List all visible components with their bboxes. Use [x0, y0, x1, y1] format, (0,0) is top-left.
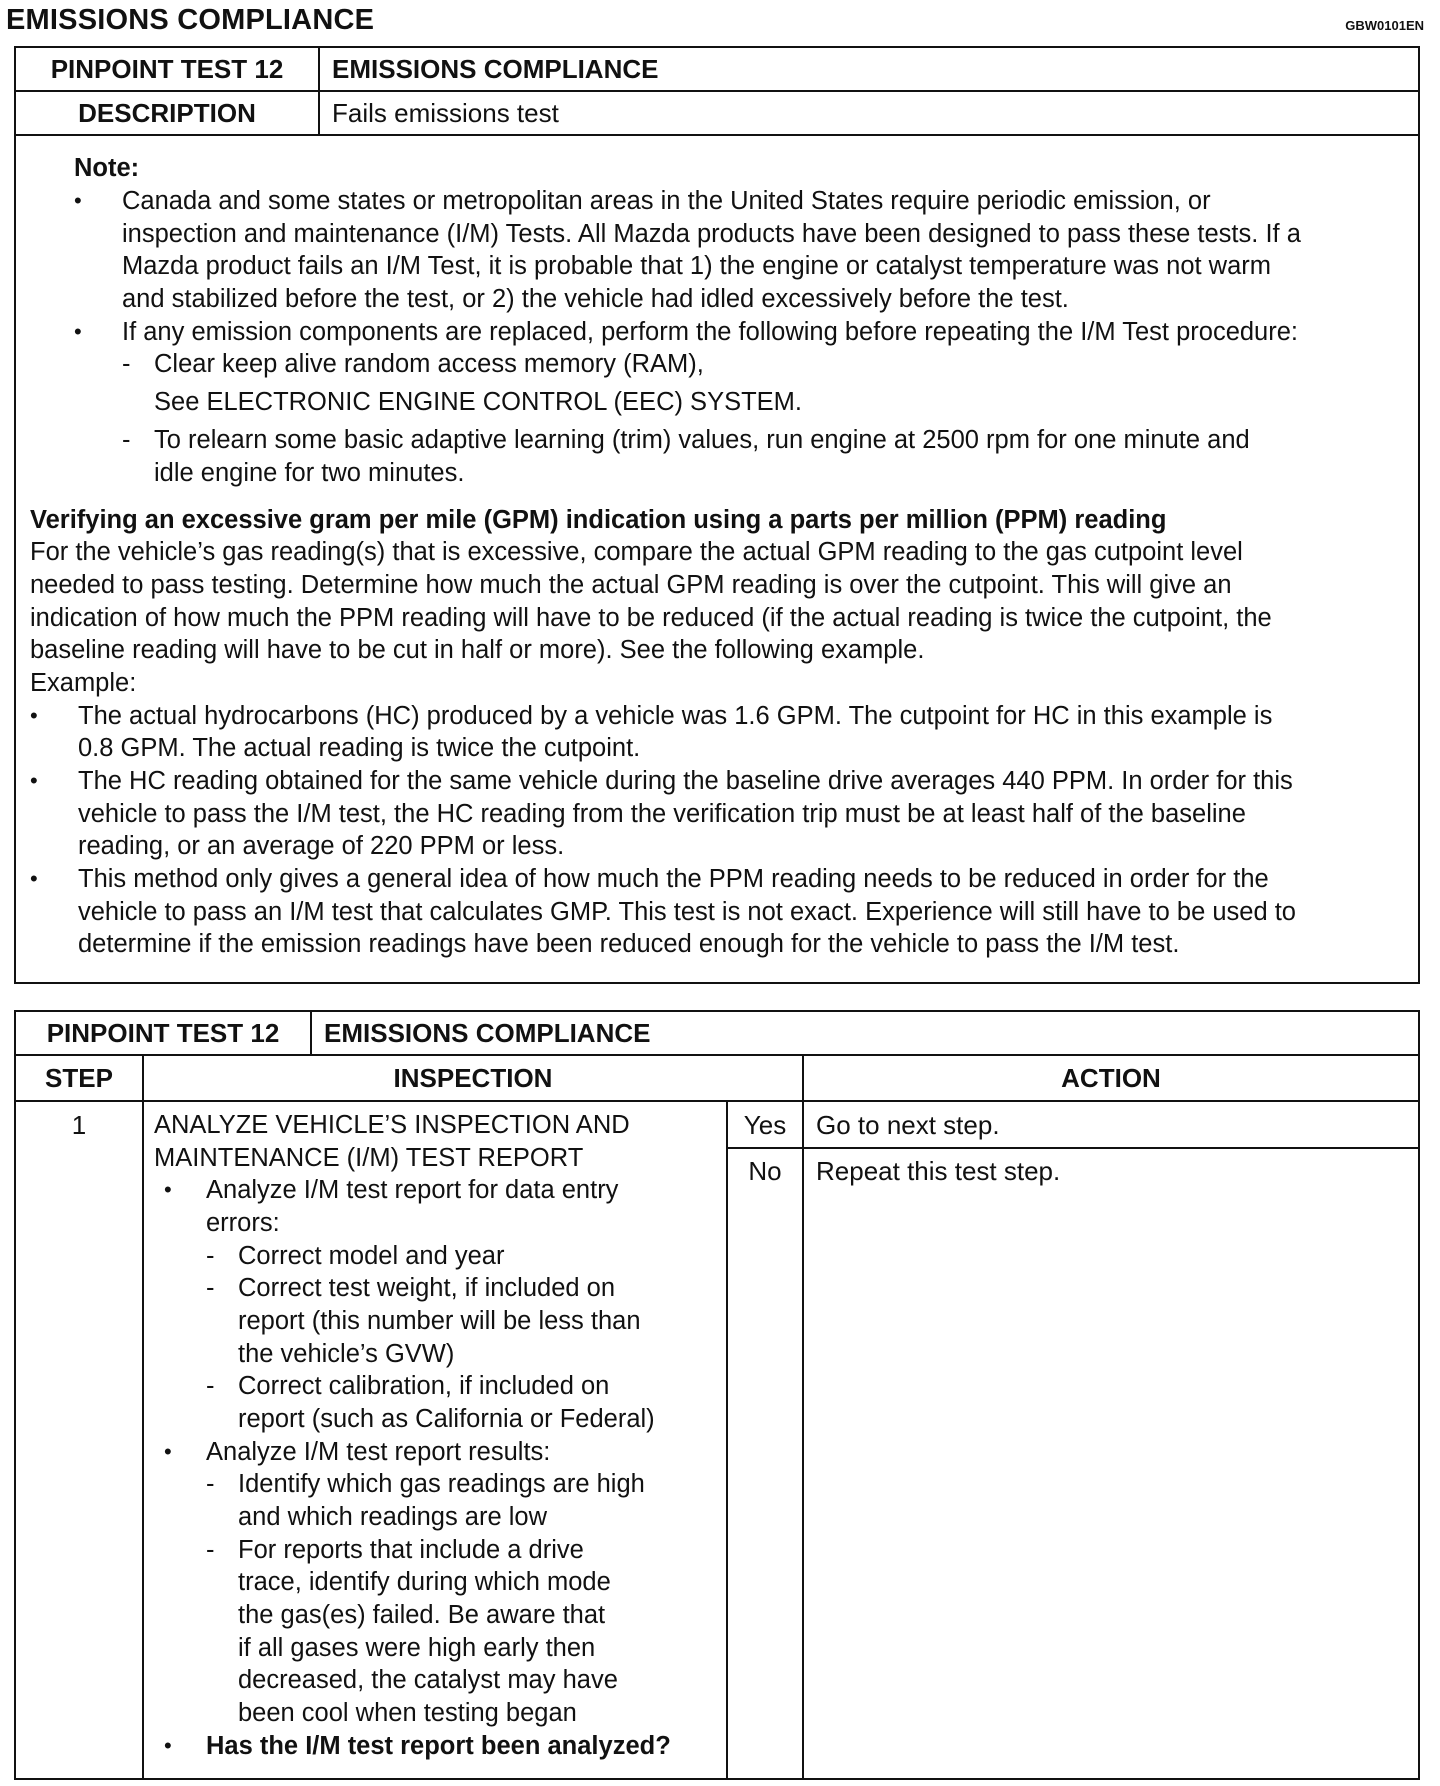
dash-mark: -: [206, 1536, 215, 1564]
pinpoint-test-title: EMISSIONS COMPLIANCE: [332, 54, 659, 84]
inspection-line: if all gases were high early then: [238, 1634, 596, 1662]
pinpoint-test-title: EMISSIONS COMPLIANCE: [324, 1018, 651, 1048]
description-value: Fails emissions test: [332, 98, 559, 128]
example-line: reading, or an average of 220 PPM or less.: [78, 832, 565, 860]
answer-yes: Yes: [743, 1110, 787, 1140]
bullet-mark: •: [30, 703, 38, 728]
note-line: and stabilized before the test, or 2) the vehicle had idled excessively before the test.: [122, 285, 1069, 313]
bullet-mark: •: [74, 188, 82, 213]
column-divider: [318, 48, 320, 134]
verify-line: needed to pass testing. Determine how much the actual GPM reading is over the cutpoint. This will give an: [30, 571, 1232, 599]
example-line: This method only gives a general idea of how much the PPM reading needs to be reduced in order for the: [78, 865, 1269, 893]
dash-mark: -: [206, 1470, 215, 1498]
bullet-mark: •: [30, 866, 38, 891]
verify-line: baseline reading will have to be cut in half or more). See the following example.: [30, 636, 925, 664]
document-header: [4, 2, 1424, 42]
dash-mark: -: [122, 426, 131, 454]
inspection-line: report (this number will be less than: [238, 1307, 641, 1335]
inspection-line: the gas(es) failed. Be aware that: [238, 1601, 606, 1629]
row-divider: [16, 1054, 1418, 1056]
bullet-mark: •: [74, 319, 82, 344]
inspection-line: been cool when testing began: [238, 1699, 577, 1727]
inspection-line: Analyze I/M test report results:: [206, 1438, 551, 1466]
inspection-line: trace, identify during which mode: [238, 1568, 611, 1596]
inspection-table: [14, 1010, 1420, 1780]
row-divider: [16, 1100, 1418, 1102]
note-line: See ELECTRONIC ENGINE CONTROL (EEC) SYSTEM.: [154, 388, 802, 416]
inspection-line: the vehicle’s GVW): [238, 1340, 455, 1368]
bullet-mark: •: [164, 1177, 172, 1202]
bullet-mark: •: [164, 1439, 172, 1464]
note-heading: Note:: [74, 154, 140, 182]
example-line: vehicle to pass the I/M test, the HC reading from the verification trip must be at least half of the baseline: [78, 800, 1246, 828]
dash-mark: -: [206, 1372, 215, 1400]
note-line: Clear keep alive random access memory (RAM),: [154, 350, 704, 378]
action-header: ACTION: [1061, 1063, 1161, 1093]
verify-line: For the vehicle’s gas reading(s) that is excessive, compare the actual GPM reading to the gas cutpoint level: [30, 538, 1243, 566]
note-line: inspection and maintenance (I/M) Tests. All Mazda products have been designed to pass these tests. If a: [122, 220, 1301, 248]
example-label: Example:: [30, 669, 137, 697]
inspection-line: decreased, the catalyst may have: [238, 1666, 618, 1694]
bullet-mark: •: [164, 1733, 172, 1758]
inspection-line: Correct calibration, if included on: [238, 1372, 610, 1400]
column-divider: [726, 1100, 728, 1778]
note-line: If any emission components are replaced, perform the following before repeating the I/M Test procedure:: [122, 318, 1299, 346]
note-line: To relearn some basic adaptive learning (trim) values, run engine at 2500 rpm for one minute and: [154, 426, 1250, 454]
note-line: Mazda product fails an I/M Test, it is probable that 1) the engine or catalyst temperature was not warm: [122, 252, 1272, 280]
example-line: The actual hydrocarbons (HC) produced by a vehicle was 1.6 GPM. The cutpoint for HC in this example is: [78, 702, 1273, 730]
pinpoint-test-label: PINPOINT TEST 12: [46, 1018, 280, 1048]
note-line: Canada and some states or metropolitan areas in the United States require periodic emission, or: [122, 187, 1211, 215]
dash-mark: -: [122, 350, 131, 378]
inspection-line: Correct test weight, if included on: [238, 1274, 616, 1302]
inspection-line: MAINTENANCE (I/M) TEST REPORT: [154, 1144, 584, 1172]
example-line: vehicle to pass an I/M test that calculates GMP. This test is not exact. Experience will still have to be used to: [78, 898, 1296, 926]
inspection-line: For reports that include a drive: [238, 1536, 584, 1564]
verify-line: indication of how much the PPM reading will have to be reduced (if the actual reading is twice the cutpoint, the: [30, 604, 1272, 632]
inspection-question: Has the I/M test report been analyzed?: [206, 1732, 671, 1760]
column-divider: [142, 1054, 144, 1778]
step-number: 1: [71, 1110, 87, 1140]
step-header: STEP: [45, 1063, 113, 1093]
column-divider: [310, 1012, 312, 1054]
document-title: EMISSIONS COMPLIANCE: [6, 4, 375, 36]
row-divider: [16, 134, 1418, 136]
example-line: The HC reading obtained for the same vehicle during the baseline drive averages 440 PPM. In order for this: [78, 767, 1293, 795]
column-divider: [802, 1054, 804, 1778]
verify-heading: Verifying an excessive gram per mile (GPM) indication using a parts per million (PPM) reading: [30, 506, 1167, 534]
action-no: Repeat this test step.: [816, 1156, 1061, 1186]
inspection-line: Correct model and year: [238, 1242, 505, 1270]
answer-no: No: [748, 1156, 782, 1186]
example-line: 0.8 GPM. The actual reading is twice the cutpoint.: [78, 734, 641, 762]
inspection-line: ANALYZE VEHICLE’S INSPECTION AND: [154, 1111, 630, 1139]
dash-mark: -: [206, 1274, 215, 1302]
row-divider: [726, 1147, 1418, 1149]
pinpoint-test-label: PINPOINT TEST 12: [50, 54, 284, 84]
document-code: GBW0101EN: [1345, 18, 1424, 33]
inspection-line: and which readings are low: [238, 1503, 548, 1531]
bullet-mark: •: [30, 768, 38, 793]
row-divider: [16, 90, 1418, 92]
inspection-line: report (such as California or Federal): [238, 1405, 655, 1433]
action-yes: Go to next step.: [816, 1110, 1000, 1140]
dash-mark: -: [206, 1242, 215, 1270]
note-line: idle engine for two minutes.: [154, 459, 465, 487]
description-label: DESCRIPTION: [78, 98, 256, 128]
example-line: determine if the emission readings have been reduced enough for the vehicle to pass the I/M test.: [78, 930, 1180, 958]
inspection-line: errors:: [206, 1209, 280, 1237]
inspection-header: INSPECTION: [393, 1063, 553, 1093]
inspection-line: Analyze I/M test report for data entry: [206, 1176, 619, 1204]
inspection-line: Identify which gas readings are high: [238, 1470, 645, 1498]
description-table: [14, 46, 1420, 984]
